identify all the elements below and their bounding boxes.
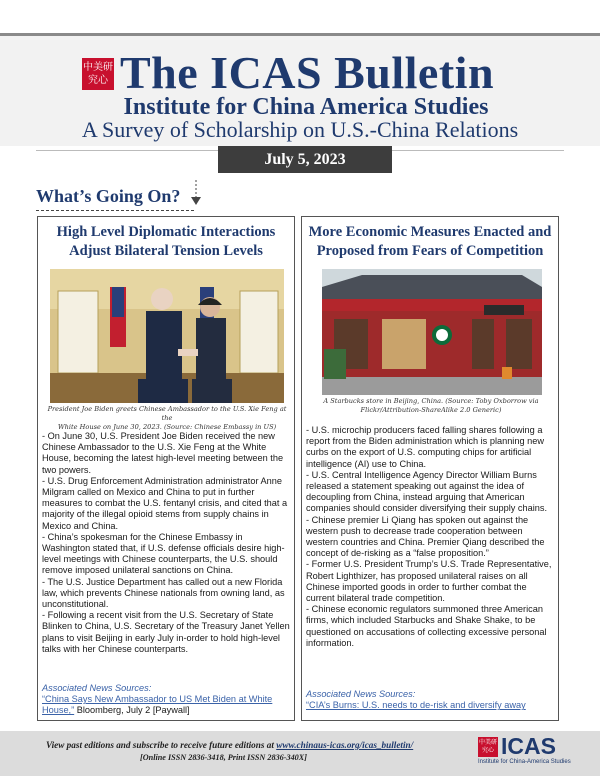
starbucks-beijing-photo xyxy=(322,269,542,395)
right-bullet: - Chinese premier Li Qiang has spoken out against the western push to decrease trade cooperation between western countries and China. Premier Qiang described the concept of de-risking as a “false proposition.” xyxy=(306,514,545,559)
footer-subscribe-text xyxy=(46,740,413,750)
left-caption-line1: President Joe Biden greets Chinese Ambassador to the U.S. Xie Feng at the xyxy=(47,405,287,422)
left-article-headline xyxy=(38,223,294,261)
right-bullet: - Chinese economic regulators summoned three American firms, which included Starbucks and Shake Shake, to be questioned on accusations of collecting excessive personal information. xyxy=(306,604,547,648)
right-bullet: - U.S. microchip producers faced falling shares following a report from the Biden administration which is planning new curbs on the export of U.S. computing chips for artificial intelligence (AI) use to China. xyxy=(306,425,544,469)
left-article-body xyxy=(42,431,292,655)
footer-logo-subtitle: Institute for China-America Studies xyxy=(478,759,571,765)
left-bullet: - Following a recent visit from the U.S. Secretary of State Blinken to China, U.S. Secretary of the Treasury Janet Yellen plans to visit Beijing in early July in-order to hold high-level talks with her Chinese counterparts. xyxy=(42,610,290,654)
bulletin-archive-link[interactable]: www.chinaus-icas.org/icas_bulletin/ xyxy=(276,740,414,750)
right-news-sources xyxy=(306,689,556,711)
left-bullet: - On June 30, U.S. President Joe Biden received the new Chinese Ambassador to the U.S. Xie Feng at the White House, becoming the latest high-level meeting between the two powers. xyxy=(42,431,284,475)
bulletin-tagline: A Survey of Scholarship on U.S.-China Relations xyxy=(81,117,519,142)
section-heading: What’s Going On? xyxy=(36,186,181,206)
right-photo-caption xyxy=(310,397,552,415)
left-photo-caption xyxy=(46,405,288,432)
footer-seal-logo: 中美研究心 xyxy=(478,737,498,757)
right-article xyxy=(301,216,559,721)
right-bullet: - U.S. Central Intelligence Agency Director William Burns released a statement speaking out against the idea of decoupling from China, instead arguing that American companies should consider diversifying their supply chains. xyxy=(306,469,548,514)
left-bullet: - The U.S. Justice Department has called out a new Florida law, which prevents Chinese nationals from owning land, as unconstitutional. xyxy=(42,576,285,610)
left-bullet: - China’s spokesman for the Chinese Embassy in Washington stated that, if U.S. defense officials desire high-level meetings with Chinese counterparts, the U.S. should remove imposed unilateral sanctions on China. xyxy=(42,531,285,576)
left-caption-line2: White House on June 30, 2023. (Source: Chinese Embassy in US) xyxy=(57,423,277,431)
right-article-headline xyxy=(302,223,558,261)
left-source-link[interactable]: “China Says New Ambassador to US Met Biden at White House,” xyxy=(42,694,273,716)
issue-date: July 5, 2023 xyxy=(218,146,392,173)
footer-subscribe-prefix: View past editions and subscribe to receive future editions at xyxy=(46,740,277,750)
icas-seal-logo: 中美研究心 xyxy=(82,58,114,90)
biden-xie-feng-photo xyxy=(50,269,284,403)
down-arrow-icon xyxy=(190,180,202,206)
left-article xyxy=(37,216,295,721)
right-bullet: - Former U.S. President Trump’s U.S. Trade Representative, Robert Lighthizer, has proposed unilateral raises on all Chinese imported goods in order to further combat the current bilateral trade competition. xyxy=(306,559,552,604)
right-caption-line1: A Starbucks store in Beijing, China. (Source: Toby Oxborrow via xyxy=(323,397,539,405)
right-sources-label: Associated News Sources: xyxy=(306,689,416,699)
footer-issn: [Online ISSN 2836-3418, Print ISSN 2836-340X] xyxy=(140,753,307,762)
section-underline xyxy=(36,210,194,211)
left-bullet: - U.S. Drug Enforcement Administration administrator Anne Milgram called on Mexico and China to put in further measures to combat the U.S. fentanyl crisis, and cited that a majority of the illegal opioid stems from supply chains in Mexico and China. xyxy=(42,475,288,531)
footer-icas-logo: ICAS xyxy=(501,733,556,759)
left-headline-line1: High Level Diplomatic Interactions xyxy=(56,224,276,240)
right-source-link[interactable]: “CIA’s Burns: U.S. needs to de-risk and diversify away xyxy=(306,700,526,711)
right-caption-line2: Flickr/Attribution-ShareAlike 2.0 Generic) xyxy=(360,406,502,414)
left-headline-line2: Adjust Bilateral Tension Levels xyxy=(69,243,263,259)
institute-name: Institute for China America Studies xyxy=(123,94,489,120)
right-article-body xyxy=(306,425,556,649)
top-band xyxy=(0,0,600,36)
left-news-sources xyxy=(42,683,292,717)
left-sources-label: Associated News Sources: xyxy=(42,683,152,693)
right-headline-line1: More Economic Measures Enacted and xyxy=(308,224,552,240)
right-headline-line2: Proposed from Fears of Competition xyxy=(316,243,544,259)
left-source-detail: Bloomberg, July 2 [Paywall] xyxy=(74,705,190,716)
bulletin-title: The ICAS Bulletin xyxy=(120,47,495,98)
